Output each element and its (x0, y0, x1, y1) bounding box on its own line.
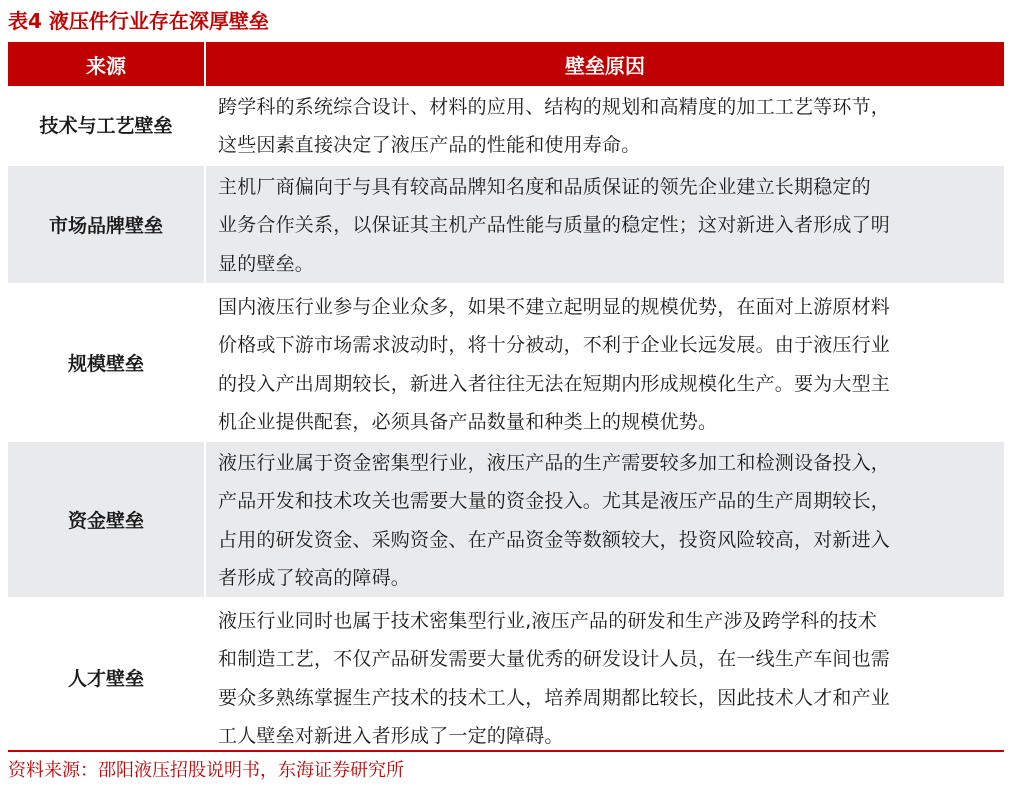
header-reason: 壁垒原因 (204, 42, 1004, 86)
row-text: 国内液压行业参与企业众多，如果不建立起明显的规模优势，在面对上游原材料 价格或下游市场需求波动时，将十分被动，不利于企业长远发展。由于液压行业 的投入产出周期较长，新进入者往往无法在短期内形成规模化生产。要为大型主 机企业提供配套，必须具备产品数量和种类上的规模优势。 (218, 296, 891, 433)
table-row (8, 86, 1004, 166)
row-text: 液压行业同时也属于技术密集型行业,液压产品的研发和生产涉及跨学科的技术 和制造工艺，不仅产品研发需要大量优秀的研发设计人员，在一线生产车间也需 要众多熟练掌握生产技术的技术工人，培养周期都比较长，因此技术人才和产业 工人壁垒对新进入者形成了一定的障碍。 (218, 610, 891, 747)
table-header (8, 42, 1004, 86)
row-label: 市场品牌壁垒 (8, 166, 206, 283)
row-text: 跨学科的系统综合设计、材料的应用、结构的规划和高精度的加工工艺等环节， 这些因素直接决定了液压产品的性能和使用寿命。 (218, 96, 891, 157)
header-source: 来源 (86, 53, 126, 78)
barrier-table (8, 42, 1004, 754)
row-label: 资金壁垒 (8, 442, 206, 597)
row-text: 主机厂商偏向于与具有较高品牌知名度和品质保证的领先企业建立长期稳定的 业务合作关系，以保证其主机产品性能与质量的稳定性；这对新进入者形成了明 显的壁垒。 (218, 176, 891, 275)
row-label: 规模壁垒 (8, 286, 206, 439)
table-row (8, 166, 1004, 286)
bottom-rule (8, 750, 1004, 752)
row-label: 人才壁垒 (8, 600, 206, 754)
row-text: 液压行业属于资金密集型行业，液压产品的生产需要较多加工和检测设备投入， 产品开发和技术攻关也需要大量的资金投入。尤其是液压产品的生产周期较长， 占用的研发资金、采购资金、在产品资金等数额较大，投资风险较高，对新进入 者形成了较高的障碍。 (218, 452, 891, 589)
table-row (8, 600, 1004, 754)
row-label: 技术与工艺壁垒 (8, 86, 206, 163)
source-note: 资料来源：邵阳液压招股说明书，东海证券研究所 (8, 760, 404, 781)
table-row (8, 442, 1004, 600)
table-title: 表4 液压件行业存在深厚壁垒 (8, 9, 269, 33)
table-row (8, 286, 1004, 442)
